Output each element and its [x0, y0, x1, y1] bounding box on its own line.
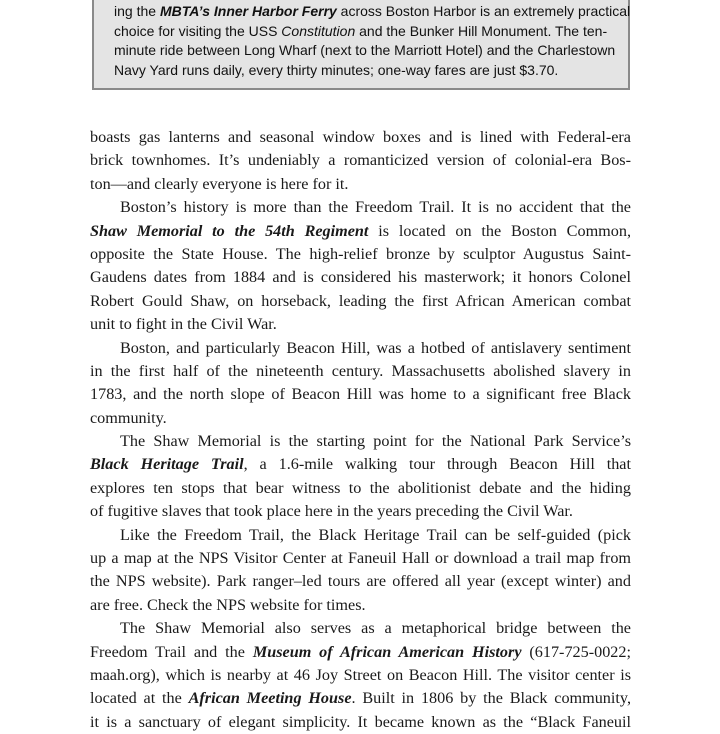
- text-line: Gaudens dates from 1884 and is considered his masterwork; it honors Colonel: [90, 268, 631, 287]
- text-line: boasts gas lanterns and seasonal window boxes and is lined with Federal-era: [90, 128, 631, 146]
- text-line: community.: [90, 408, 167, 427]
- text-line: opposite the State House. The high-relief bronze by sculptor Augustus Saint-: [90, 244, 631, 263]
- text-span: is located on the Boston Common,: [368, 221, 631, 240]
- text-line: Boston’s history is more than the Freedom Trail. It is no accident that the: [120, 198, 631, 217]
- sidebar-line: [114, 2, 631, 22]
- text-line: brick townhomes. It’s undeniably a romanticized version of colonial-era Bos-: [90, 151, 631, 170]
- sidebar-line: minute ride between Long Wharf (next to the Marriott Hotel) and the Charlestown: [114, 42, 616, 58]
- body-text: [90, 126, 631, 734]
- text-line: [90, 687, 631, 710]
- sidebar-tip-box: [92, 0, 630, 90]
- sidebar-line: [114, 22, 608, 42]
- shaw-memorial-name: Shaw Memorial to the 54th Regiment: [90, 221, 369, 240]
- text-line: maah.org), which is nearby at 46 Joy Street on Beacon Hill. The visitor center is: [90, 665, 631, 684]
- sidebar-line: Navy Yard runs daily, every thirty minutes; one-way fares are just $3.70.: [114, 61, 559, 78]
- text-line: The Shaw Memorial also serves as a metaphorical bridge between the: [120, 619, 631, 638]
- text-line: are free. Check the NPS website for times.: [90, 595, 366, 614]
- text-line: 1783, and the north slope of Beacon Hill was home to a significant free Black: [90, 385, 631, 404]
- text-line: the NPS website). Park ranger–led tours are offered all year (except winter) and: [90, 572, 631, 591]
- sidebar-text: and the Bunker Hill Monument. The ten-: [355, 22, 608, 39]
- text-line: [90, 220, 631, 243]
- text-span: . Built in 1806 by the Black community,: [351, 689, 631, 708]
- text-line: up a map at the NPS Visitor Center at Faneuil Hall or download a trail map from: [90, 549, 631, 568]
- black-heritage-trail-name: Black Heritage Trail: [90, 455, 244, 474]
- sidebar-text: choice for visiting the USS: [114, 22, 282, 39]
- text-span: (617-725-0022;: [521, 642, 631, 661]
- text-line: Robert Gould Shaw, on horseback, leading the first African American combat: [90, 291, 631, 310]
- meeting-house-name: African Meeting House: [188, 689, 352, 708]
- text-line: Like the Freedom Trail, the Black Heritage Trail can be self-guided (pick: [120, 525, 631, 544]
- text-line: The Shaw Memorial is the starting point for the National Park Service’s: [120, 432, 631, 451]
- ship-name: Constitution: [281, 22, 356, 39]
- sidebar-text: across Boston Harbor is an extremely practical: [336, 3, 631, 19]
- ferry-name: MBTA’s Inner Harbor Ferry: [159, 3, 337, 19]
- text-line: Boston, and particularly Beacon Hill, was a hotbed of antislavery sentiment: [120, 338, 631, 357]
- text-line: of fugitive slaves that took place here in the years preceding the Civil War.: [90, 502, 573, 521]
- text-span: located at the: [90, 689, 189, 708]
- sidebar-text: ing the: [114, 3, 160, 19]
- text-line: explores ten stops that bear witness to the abolitionist debate and the hiding: [90, 478, 631, 497]
- text-span: , a 1.6-mile walking tour through Beacon Hill that: [243, 455, 631, 474]
- text-line: in the first half of the nineteenth century. Massachusetts abolished slavery in: [90, 361, 631, 380]
- text-line: it is a sanctuary of elegant simplicity. It became known as the “Black Faneuil: [90, 712, 631, 731]
- text-line: [90, 453, 631, 476]
- text-span: Freedom Trail and the: [90, 642, 253, 661]
- museum-name: Museum of African American History: [252, 642, 522, 661]
- text-line: ton—and clearly everyone is here for it.: [90, 174, 349, 193]
- text-line: unit to fight in the Civil War.: [90, 315, 277, 334]
- text-line: [90, 641, 631, 664]
